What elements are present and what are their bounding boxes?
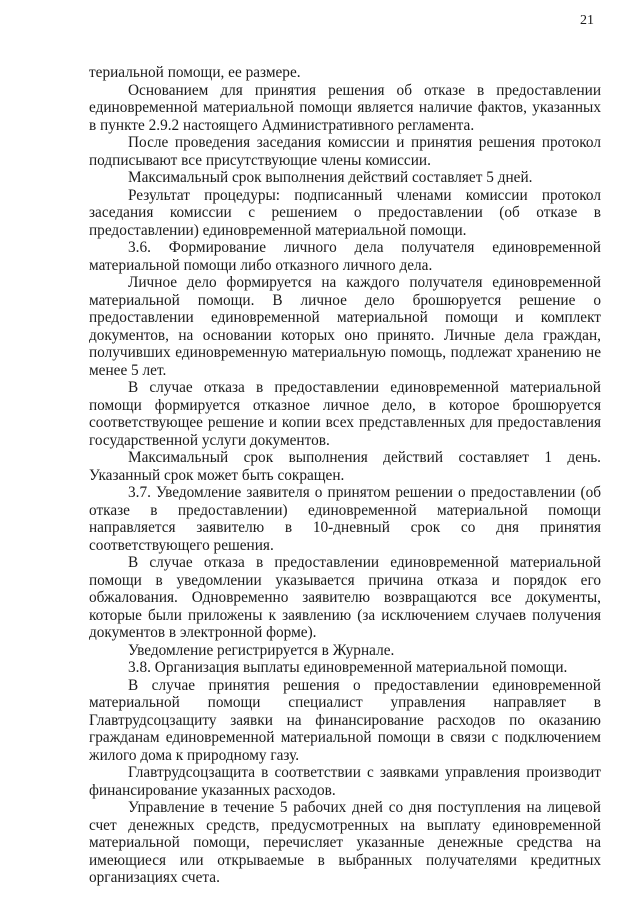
paragraph: В случае отказа в предоставлении единовременной материальной помощи в уведомлении указывается причина отказа и порядок его обжалования. Одновременно заявителю возвращаются все документы, которые были приложены к заявлению (за исключением случаев получения документов в электронной форме).	[89, 554, 601, 641]
paragraph: Личное дело формируется на каждого получателя единовременной материальной помощи. В личное дело брошюруется решение о предоставлении единовременной материальной помощи и комплект документов, на основании которых оно принято. Личные дела граждан, получивших единовременную материальную помощь, подлежат хранению не менее 5 лет.	[89, 274, 601, 379]
paragraph: Результат процедуры: подписанный членами комиссии протокол заседания комиссии с решением о предоставлении (об отказе в предоставлении) единовременной материальной помощи.	[89, 186, 601, 239]
paragraph: Максимальный срок выполнения действий составляет 1 день. Указанный срок может быть сокращен.	[89, 449, 601, 484]
document-body	[89, 64, 601, 887]
paragraph: 3.6. Формирование личного дела получателя единовременной материальной помощи либо отказного личного дела.	[89, 239, 601, 274]
paragraph: Управление в течение 5 рабочих дней со дня поступления на лицевой счет денежных средств, предусмотренных на выплату единовременной материальной помощи, перечисляет указанные денежные средства на имеющиеся или открываемые в выбранных получателями кредитных организациях счета.	[89, 799, 601, 886]
paragraph: Максимальный срок выполнения действий составляет 5 дней.	[128, 169, 533, 186]
page-number: 21	[580, 13, 594, 28]
paragraph: териальной помощи, ее размере.	[89, 64, 301, 81]
paragraph: Основанием для принятия решения об отказе в предоставлении единовременной материальной помощи является наличие фактов, указанных в пункте 2.9.2 настоящего Административного регламента.	[89, 81, 601, 134]
paragraph: 3.8. Организация выплаты единовременной материальной помощи.	[128, 659, 568, 676]
paragraph: Уведомление регистрируется в Журнале.	[128, 641, 395, 659]
paragraph: В случае отказа в предоставлении единовременной материальной помощи формируется отказное личное дело, в которое брошюруется соответствующее решение и копии всех представленных для предоставления государственной услуги документов.	[89, 379, 601, 449]
paragraph: В случае принятия решения о предоставлении единовременной материальной помощи специалист управления направляет в Главтрудсоцзащиту заявки на финансирование расходов по оказанию гражданам единовременной материальной помощи в связи с подключением жилого дома к природному газу.	[89, 676, 601, 764]
paragraph: Главтрудсоцзащита в соответствии с заявками управления производит финансирование указанных расходов.	[89, 764, 601, 799]
paragraph: 3.7. Уведомление заявителя о принятом решении о предоставлении (об отказе в предоставлении) единовременной материальной помощи направляется заявителю в 10-дневный срок со дня принятия соответствующего решения.	[89, 484, 601, 554]
paragraph: После проведения заседания комиссии и принятия решения протокол подписывают все присутствующие члены комиссии.	[89, 134, 601, 169]
